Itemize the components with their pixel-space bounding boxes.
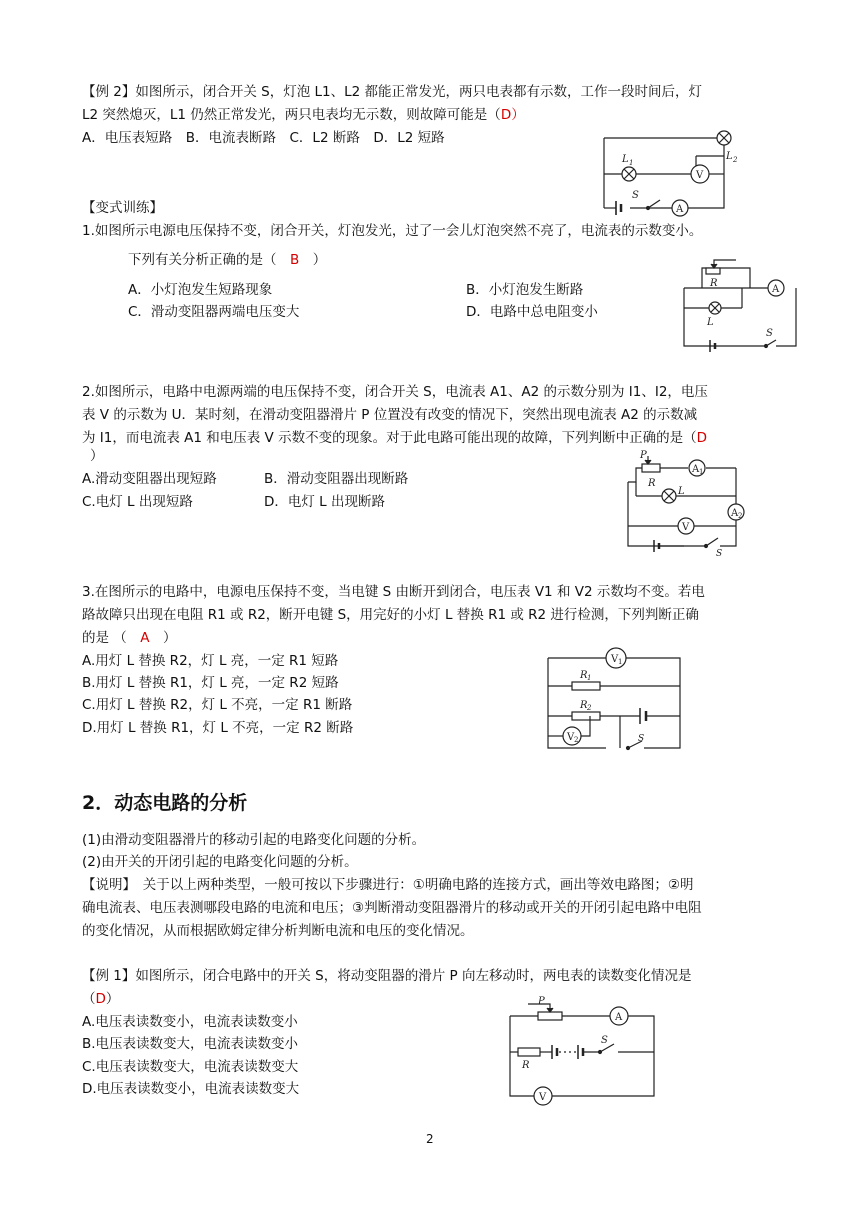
ex1-voltmeter-label: V xyxy=(539,1092,547,1103)
q2-a2-sub: 2 xyxy=(738,512,743,520)
ex2-options: A．电压表短路 B．电流表断路 C．L2 断路 D．L2 短路 xyxy=(82,130,445,146)
q1-ammeter-label: A xyxy=(772,284,780,295)
ex2-circuit-diagram xyxy=(596,126,746,220)
ex1-option-d: D.电压表读数变小，电流表读数变大 xyxy=(82,1081,300,1097)
q3-paren: ） xyxy=(163,630,177,646)
ex1-switch-label: S xyxy=(601,1035,608,1046)
q1-switch-label: S xyxy=(766,328,773,339)
q2-line1: 2.如图所示，电路中电源两端的电压保持不变，闭合开关 S，电流表 A1、A2 的示数分别为 I1、I2，电压 xyxy=(82,384,708,400)
q3-v1-sub: 1 xyxy=(618,658,623,666)
q3-line1: 3.在图所示的电路中，电源电压保持不变，当电键 S 由断开到闭合，电压表 V1 和 V2 示数均不变。若电 xyxy=(82,584,705,600)
q1-answer: B xyxy=(290,252,300,268)
q1-lamp-label: L xyxy=(707,317,714,328)
q2-line3-text: 为 I1，而电流表 A1 和电压表 V 示数不变的现象。对于此电路可能出现的故障，下列判断中正确的是（ xyxy=(82,430,697,446)
ex2-answer: D xyxy=(500,107,512,123)
q3-answer: A xyxy=(140,630,150,646)
ex1-circuit-diagram xyxy=(506,998,658,1106)
q2-option-d: D．电灯 L 出现断路 xyxy=(264,494,385,510)
q2-a1-sub: 1 xyxy=(699,468,704,476)
ex1-option-c: C.电压表读数变大，电流表读数变大 xyxy=(82,1059,299,1075)
q2-option-a: A.滑动变阻器出现短路 xyxy=(82,471,217,487)
ex1-option-b: B.电压表读数变大，电流表读数变小 xyxy=(82,1036,299,1052)
q3-r2-sub: 2 xyxy=(587,704,592,712)
q2-answer: D xyxy=(696,430,707,446)
q3-option-b: B.用灯 L 替换 R1，灯 L 亮，一定 R2 短路 xyxy=(82,675,339,691)
ex1-rheostat-symbol xyxy=(538,1012,562,1020)
q2-lamp-symbol xyxy=(662,489,676,503)
q2-rheostat-symbol xyxy=(642,464,660,472)
q2-rheostat-label: R xyxy=(648,478,656,489)
q1-option-a: A．小灯泡发生短路现象 xyxy=(128,282,273,298)
ex1-ammeter-label: A xyxy=(615,1012,623,1023)
lamp-l2-sub: 2 xyxy=(733,156,738,164)
ex1-line1: 【例 1】如图所示，闭合电路中的开关 S，将动变阻器的滑片 P 向左移动时，两电表的读数变化情况是 xyxy=(82,968,692,984)
q1-option-b: B．小灯泡发生断路 xyxy=(466,282,584,298)
q3-circuit-diagram xyxy=(544,644,686,756)
ammeter-label: A xyxy=(676,204,684,215)
q1-stem: 1.如图所示电源电压保持不变，闭合开关，灯泡发光，过了一会儿灯泡突然不亮了，电流表的示数变小。 xyxy=(82,223,703,239)
q2-voltmeter-label: V xyxy=(682,522,690,533)
voltmeter-label: V xyxy=(696,170,704,181)
q3-option-a: A.用灯 L 替换 R2，灯 L 亮，一定 R1 短路 xyxy=(82,653,339,669)
q2-line4: ） xyxy=(90,448,104,464)
q1-rheostat-label: R xyxy=(710,278,718,289)
ex1-resistor-symbol xyxy=(518,1048,540,1056)
q2-option-b: B．滑动变阻器出现断路 xyxy=(264,471,409,487)
ex1-answer: D xyxy=(95,991,106,1007)
section-point-1: (1)由滑动变阻器滑片的移动引起的电路变化问题的分析。 xyxy=(82,832,426,848)
section-note-line3: 的变化情况，从而根据欧姆定律分析判断电流和电压的变化情况。 xyxy=(82,923,474,939)
variant-title: 【变式训练】 xyxy=(82,200,163,216)
ex2-line2 xyxy=(82,106,525,124)
q3-r2-label: R xyxy=(580,700,588,711)
q2-option-c: C.电灯 L 出现短路 xyxy=(82,494,193,510)
lamp-l1-sub: 1 xyxy=(629,159,634,167)
ex1-option-a: A.电压表读数变小，电流表读数变小 xyxy=(82,1014,298,1030)
lamp-l2-label: L xyxy=(726,151,733,162)
q2-switch-symbol xyxy=(705,538,719,548)
q3-v2-label: V xyxy=(567,732,575,743)
ex1-line2 xyxy=(82,990,119,1008)
lamp-l1-label: L xyxy=(622,154,629,165)
q3-r1-label: R xyxy=(580,670,588,681)
q1-option-d: D．电路中总电阻变小 xyxy=(466,304,598,320)
q3-r1-sub: 1 xyxy=(587,674,592,682)
q2-slider-label: P xyxy=(640,450,647,461)
ex2-paren: ） xyxy=(511,107,525,123)
q1-lamp-symbol xyxy=(709,302,721,314)
lamp-l1-symbol xyxy=(622,167,636,181)
section-note-line2: 确电流表、电压表测哪段电路的电流和电压；③判断滑动变阻器滑片的移动或开关的开闭引起电路中电阻 xyxy=(82,900,702,916)
q3-option-c: C.用灯 L 替换 R2，灯 L 不亮，一定 R1 断路 xyxy=(82,697,353,713)
ex1-resistor-label: R xyxy=(522,1060,530,1071)
ex2-line2-text: L2 突然熄灭，L1 仍然正常发光，两只电表均无示数，则故障可能是（ xyxy=(82,107,501,123)
switch-s-label: S xyxy=(632,190,639,201)
ex1-slider-label: P xyxy=(538,996,545,1007)
q1-switch-symbol xyxy=(765,340,777,348)
ex1-close-paren: ） xyxy=(105,991,120,1007)
ex2-line1: 【例 2】如图所示，闭合开关 S，灯泡 L1、L2 都能正常发光，两只电表都有示数，工作一段时间后，灯 xyxy=(82,84,703,100)
q1-option-c: C．滑动变阻器两端电压变大 xyxy=(128,304,300,320)
q3-switch-label: S xyxy=(638,734,645,744)
q1-sub xyxy=(128,251,326,269)
q2-a1-label: A xyxy=(692,464,700,475)
ex1-open-paren: （ xyxy=(82,991,96,1007)
q3-line2: 路故障只出现在电阻 R1 或 R2，断开电键 S，用完好的小灯 L 替换 R1 或 R2 进行检测，下列判断正确 xyxy=(82,607,699,623)
section-point-2: (2)由开关的开闭引起的电路变化问题的分析。 xyxy=(82,854,358,870)
q2-circuit-diagram xyxy=(624,450,750,559)
q3-line3 xyxy=(82,629,177,647)
q3-line3-text: 的是 （ xyxy=(82,630,127,646)
q1-rheostat-symbol xyxy=(706,268,720,274)
q2-line3 xyxy=(82,429,707,447)
section-title: 2．动态电路的分析 xyxy=(82,792,248,814)
page-number: 2 xyxy=(426,1132,434,1146)
q3-v1-label: V xyxy=(611,654,619,665)
q1-sub-text: 下列有关分析正确的是（ xyxy=(128,252,277,268)
section-note-line1: 【说明】 关于以上两种类型，一般可按以下步骤进行：①明确电路的连接方式，画出等效电路图；②明 xyxy=(82,877,694,893)
q1-paren: ） xyxy=(312,252,327,268)
q3-option-d: D.用灯 L 替换 R1，灯 L 不亮，一定 R2 断路 xyxy=(82,720,354,736)
q3-v2-sub: 2 xyxy=(574,736,579,744)
q1-circuit-diagram xyxy=(680,256,802,352)
lamp-l2-symbol xyxy=(717,131,731,145)
q2-a2-label: A xyxy=(731,508,739,519)
q3-resistor-r1-symbol xyxy=(572,682,600,690)
q2-line2: 表 V 的示数为 U．某时刻，在滑动变阻器滑片 P 位置没有改变的情况下，突然出现电流表 A2 的示数减 xyxy=(82,407,698,423)
q3-resistor-r2-symbol xyxy=(572,712,600,720)
q2-switch-label: S xyxy=(716,549,723,559)
q2-lamp-label: L xyxy=(678,486,685,497)
